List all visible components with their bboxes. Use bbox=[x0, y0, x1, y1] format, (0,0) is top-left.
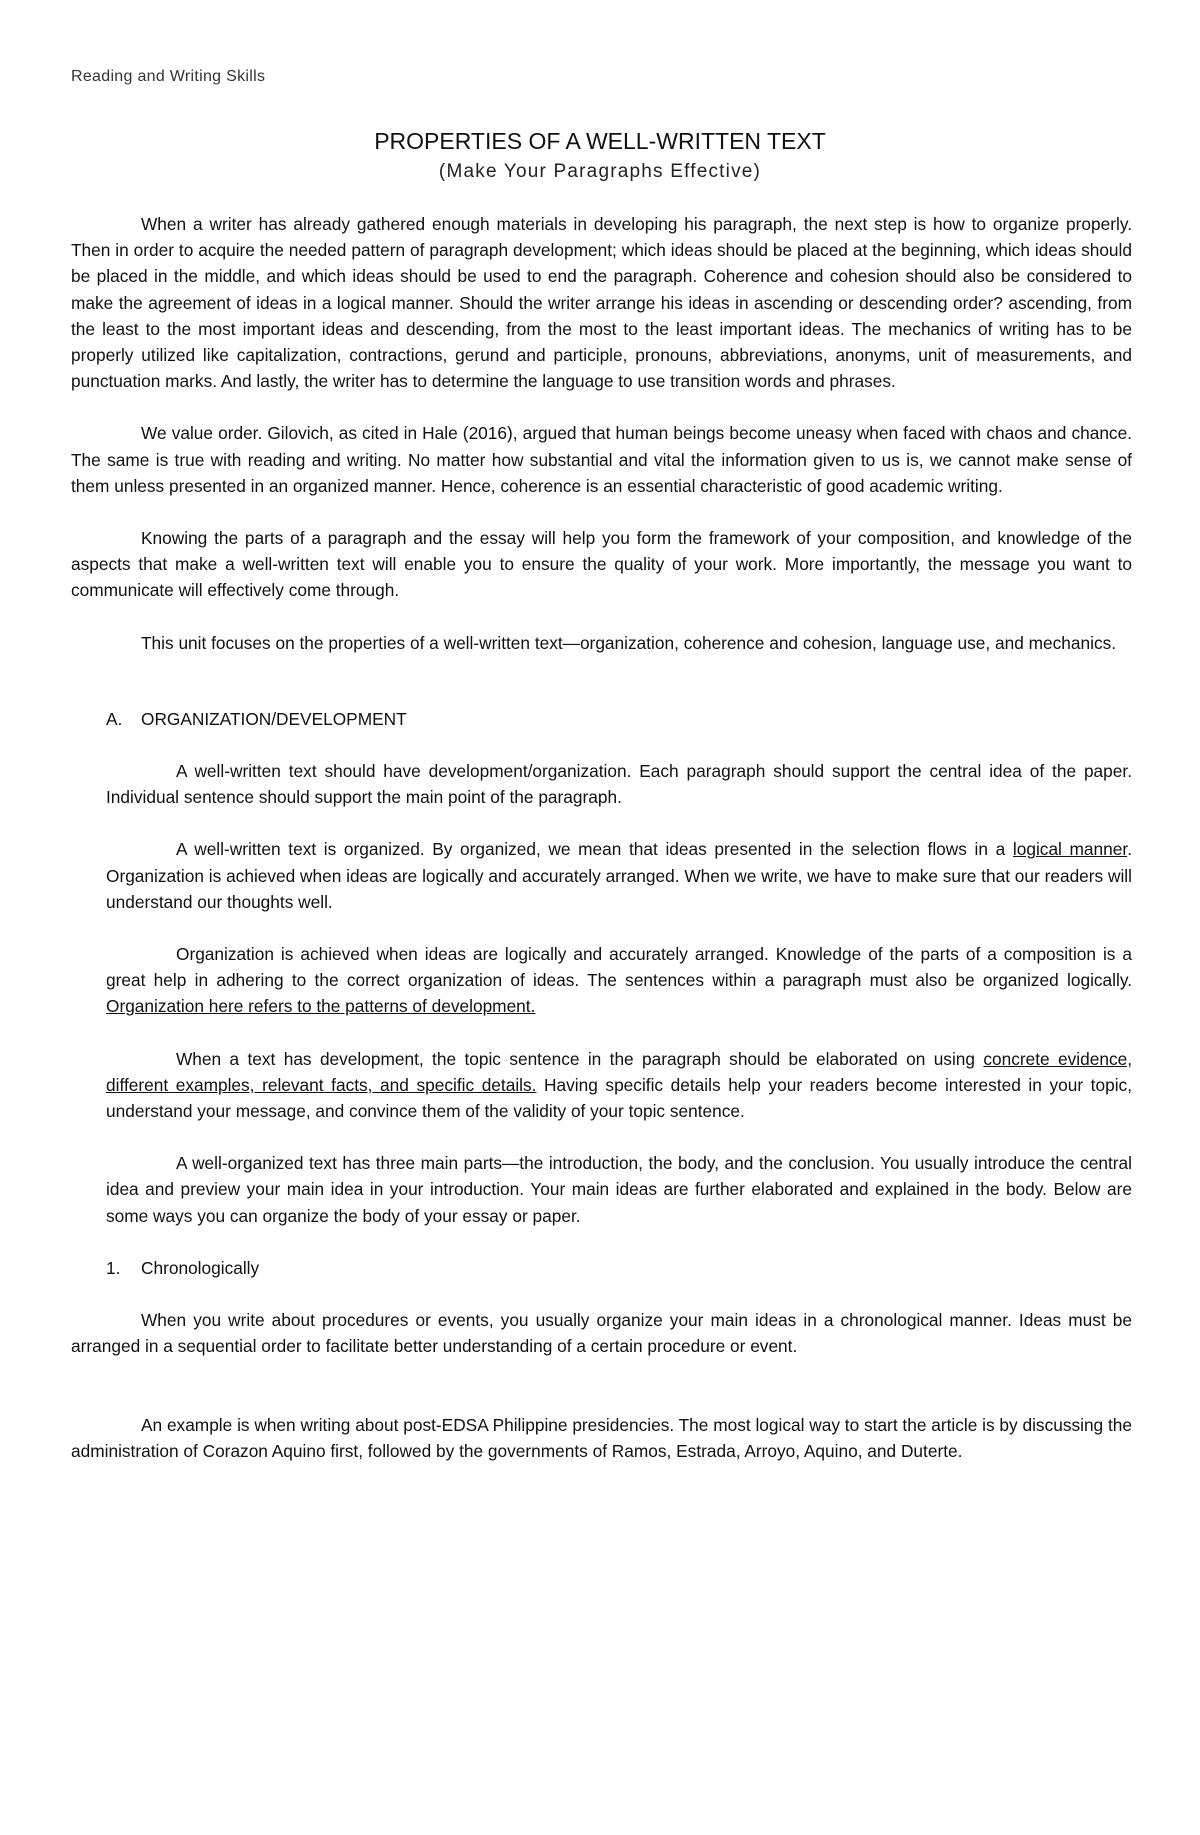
section-a-paragraph-1: A well-written text should have development/organization. Each paragraph should support the central idea of the paper. Individual sentence should support the main point of the paragraph. bbox=[106, 761, 1132, 808]
text-run: . Organization is achieved when ideas are logically and accurately arranged. When we write, we have to make sure that our readers will understand our thoughts well. bbox=[106, 839, 1132, 912]
running-header: Reading and Writing Skills bbox=[71, 68, 266, 85]
document-subtitle: (Make Your Paragraphs Effective) bbox=[438, 161, 762, 182]
document-title: PROPERTIES OF A WELL-WRITTEN TEXT bbox=[374, 128, 826, 154]
text-run: A well-written text is organized. By organized, we mean that ideas presented in the selection flows in a bbox=[176, 839, 1013, 860]
underlined-phrase: concrete evidence, different examples, relevant facts, and specific details. bbox=[106, 1048, 1132, 1095]
underlined-phrase: logical manner bbox=[1012, 839, 1128, 860]
section-a-paragraph-5: A well-organized text has three main parts—the introduction, the body, and the conclusion. You usually introduce the central idea and preview your main idea in your introduction. Your main ideas are further elaborated and explained in the body. Below are some ways you can organize the body of your essay or paper. bbox=[106, 1153, 1132, 1226]
item-1-title: Chronologically bbox=[141, 1257, 260, 1278]
document-body bbox=[71, 211, 1132, 1464]
underlined-phrase: Organization here refers to the patterns of development. bbox=[106, 996, 536, 1017]
intro-paragraph-1: When a writer has already gathered enough materials in developing his paragraph, the next step is how to organize properly. Then in order to acquire the needed pattern of paragraph development; which ideas should be placed at the beginning, which ideas should be placed in the middle, and which ideas should be used to end the paragraph. Coherence and cohesion should also be considered to make the agreement of ideas in a logical manner. Should the writer arrange his ideas in ascending or descending order? ascending, from the least to the most important ideas and descending, from the most to the least important ideas. The mechanics of writing has to be properly utilized like capitalization, contractions, gerund and participle, pronouns, abbreviations, anonyms, unit of measurements, and punctuation marks. And lastly, the writer has to determine the language to use transition words and phrases. bbox=[71, 214, 1132, 392]
intro-paragraph-3: Knowing the parts of a paragraph and the essay will help you form the framework of your composition, and knowledge of the aspects that make a well-written text will enable you to ensure the quality of your work. More importantly, the message you want to communicate will effectively come through. bbox=[71, 528, 1132, 601]
item-1-label: 1. bbox=[106, 1257, 121, 1278]
intro-paragraph-2: We value order. Gilovich, as cited in Hale (2016), argued that human beings become uneasy when faced with chaos and chance. The same is true with reading and writing. No matter how substantial and vital the information given to us is, we cannot make sense of them unless presented in an organized manner. Hence, coherence is an essential characteristic of good academic writing. bbox=[71, 423, 1132, 496]
section-a-paragraph-2 bbox=[106, 836, 1132, 915]
item-1-heading bbox=[106, 1255, 1132, 1281]
section-a-paragraph-3 bbox=[106, 941, 1132, 1020]
section-a-heading bbox=[106, 706, 1132, 732]
intro-paragraph-4: This unit focuses on the properties of a well-written text—organization, coherence and cohesion, language use, and mechanics. bbox=[141, 632, 1117, 653]
section-a-paragraph-4 bbox=[106, 1046, 1132, 1125]
item-1-paragraph: When you write about procedures or events, you usually organize your main ideas in a chronological manner. Ideas must be arranged in a sequential order to facilitate better understanding of a certain procedure or event. bbox=[71, 1310, 1132, 1357]
section-organization bbox=[106, 706, 1132, 1281]
text-run: Having specific details help your readers become interested in your topic, understand your message, and convince them of the validity of your topic sentence. bbox=[106, 1074, 1132, 1122]
text-run: When a text has development, the topic sentence in the paragraph should be elaborated on using bbox=[176, 1048, 984, 1069]
text-run: Organization is achieved when ideas are logically and accurately arranged. Knowledge of the parts of a composition is a great help in adhering to the correct organization of ideas. The sentences within a paragraph must also be organized logically. bbox=[106, 944, 1132, 991]
section-a-title: ORGANIZATION/DEVELOPMENT bbox=[141, 708, 407, 729]
closing-paragraph: An example is when writing about post-EDSA Philippine presidencies. The most logical way to start the article is by discussing the administration of Corazon Aquino first, followed by the governments of Ramos, Estrada, Arroyo, Aquino, and Duterte. bbox=[71, 1414, 1132, 1461]
section-a-label: A. bbox=[106, 708, 123, 729]
